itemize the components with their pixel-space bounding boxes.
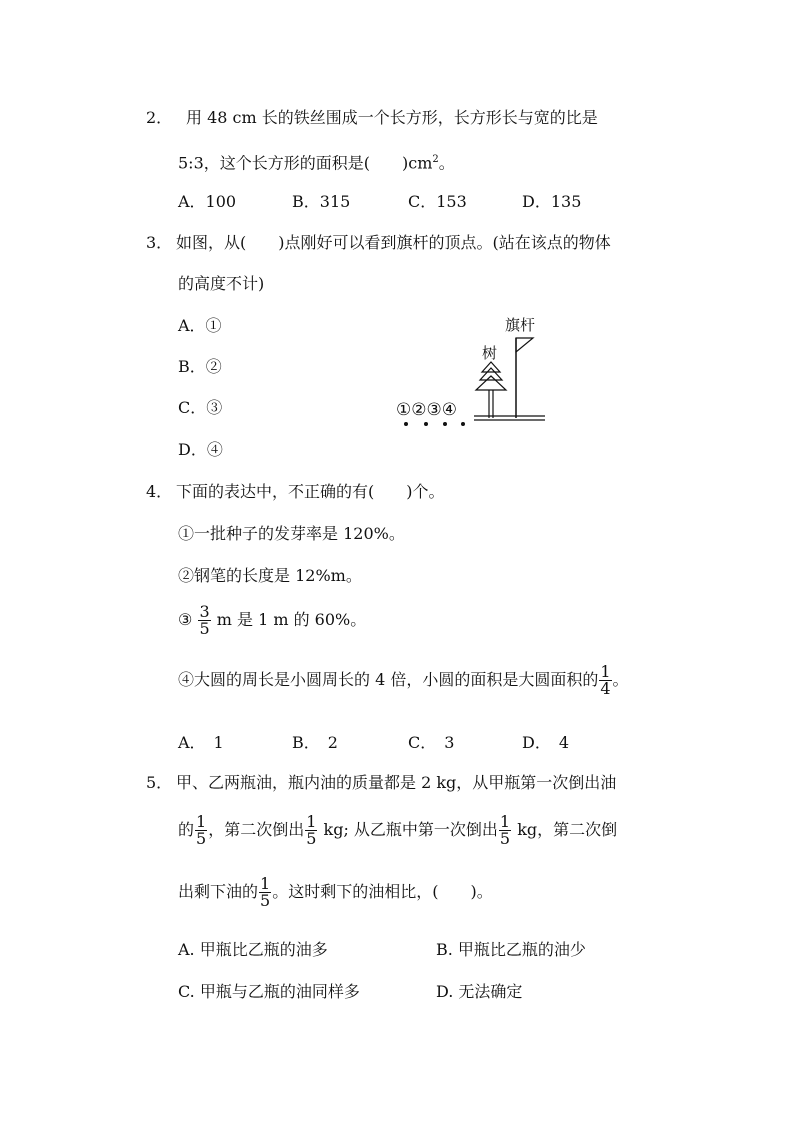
fraction-1-4: $\frac{1}{4}$ [600,662,611,698]
q5-option-b[interactable]: B. 甲瓶比乙瓶的油少 [436,940,586,959]
q5-line3: 出剩下油的 $\frac{1}{5}$ 。这时剩下的油相比，( )。 [178,874,493,910]
q3-number: 3． [146,233,173,252]
q2-option-d[interactable]: D．135 [522,192,582,211]
fraction-1-5: $\frac{1}{5}$ [306,812,317,848]
q3-option-c[interactable]: C．③ [178,398,223,417]
fraction-3-5: $\frac{3}{5}$ [199,602,210,638]
q4-statement-4: ④大圆的周长是小圆周长的 4 倍，小圆的面积是大圆面积的 $\frac{1}{4}$ 。 [178,662,629,698]
q2-option-b[interactable]: B．315 [292,192,351,211]
fraction-1-5: $\frac{1}{5}$ [260,874,271,910]
q3-line1: 如图，从( )点刚好可以看到旗杆的顶点。(站在该点的物体 [176,233,611,252]
flag-icon [516,338,533,352]
fraction-1-5: $\frac{1}{5}$ [499,812,511,848]
q4-option-c[interactable]: C． 3 [408,733,455,752]
q5-option-a[interactable]: A. 甲瓶比乙瓶的油多 [178,940,328,959]
q4-statement-1: ①一批种子的发芽率是 120%。 [178,524,405,543]
q4-line1: 下面的表达中，不正确的有( )个。 [176,482,445,501]
q2-line1: 用 48 cm 长的铁丝围成一个长方形，长方形长与宽的比是 [186,108,598,127]
q4-option-d[interactable]: D． 4 [522,733,570,752]
fraction-1-5: $\frac{1}{5}$ [196,812,207,848]
tree-label: 树 [482,344,498,362]
point-4 [461,422,465,426]
q5-line1: 甲、乙两瓶油，瓶内油的质量都是 2 kg，从甲瓶第一次倒出油 [176,773,617,792]
point-2 [424,422,428,426]
q4-statement-3: ③ $\frac{3}{5}$ m 是 1 m 的 60%。 [178,602,367,638]
q2-option-a[interactable]: A．100 [178,192,237,211]
q2-number: 2． [146,108,173,127]
q5-option-d[interactable]: D. 无法确定 [436,982,523,1001]
q4-option-b[interactable]: B． 2 [292,733,338,752]
flag-label: 旗杆 [505,316,536,334]
q4-number: 4． [146,482,173,501]
q3-figure [390,310,560,435]
q4-option-a[interactable]: A． 1 [178,733,224,752]
q2-line2: 5:3，这个长方形的面积是( )$cm^2$。 [178,153,455,173]
q3-line2: 的高度不计) [178,274,265,293]
q5-line2: 的 $\frac{1}{5}$ ，第二次倒出 $\frac{1}{5}$ kg; 从乙瓶中第一次倒出 $\frac{1}{5}$ kg，第二次倒 [178,812,618,848]
q3-option-a[interactable]: A．① [178,316,222,335]
q2-option-c[interactable]: C．153 [408,192,467,211]
q5-option-c[interactable]: C. 甲瓶与乙瓶的油同样多 [178,982,360,1001]
point-3 [443,422,447,426]
q3-option-d[interactable]: D．④ [178,440,223,459]
q4-statement-2: ②钢笔的长度是 12%m。 [178,566,362,585]
q5-number: 5． [146,773,173,792]
tree-icon [476,362,506,418]
point-labels: ①②③④ [396,400,457,420]
q3-option-b[interactable]: B．② [178,357,222,376]
point-1 [404,422,408,426]
